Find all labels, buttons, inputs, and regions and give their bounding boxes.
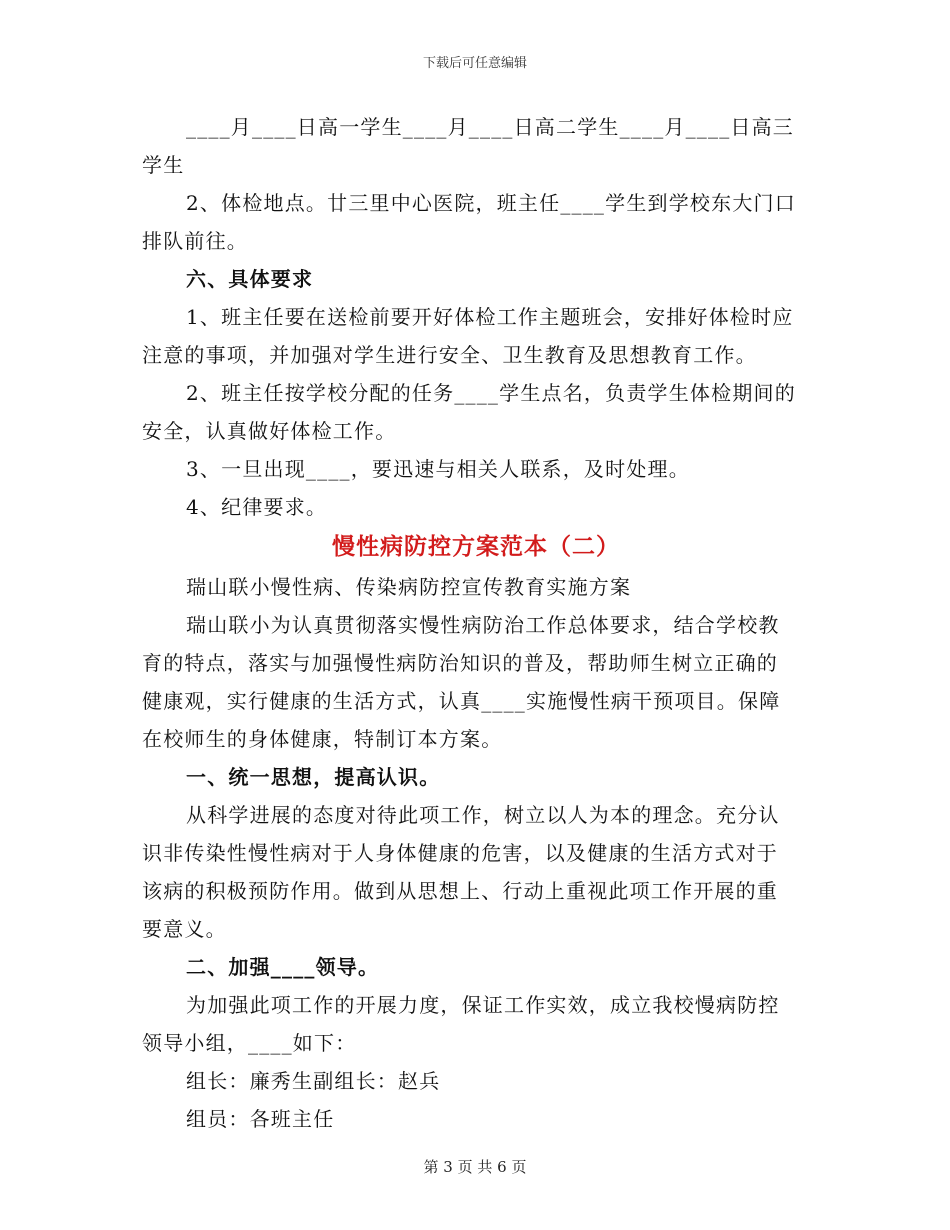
paragraph-line: 领导小组，____如下： bbox=[142, 1031, 357, 1055]
paragraph-line: 学生 bbox=[142, 153, 185, 177]
paragraph-line: 4、纪律要求。 bbox=[186, 495, 328, 519]
section-heading: 六、具体要求 bbox=[186, 267, 314, 291]
paragraph-line: 健康观，实行健康的生活方式，认真____实施慢性病干预项目。保障 bbox=[142, 689, 781, 713]
paragraph-line: 3、一旦出现____，要迅速与相关人联系，及时处理。 bbox=[186, 457, 690, 481]
paragraph-line: 组员：各班主任 bbox=[186, 1107, 335, 1131]
paragraph-line: 1、班主任要在送检前要开好体检工作主题班会，安排好体检时应 bbox=[186, 305, 794, 329]
page-footer: 第 3 页 共 6 页 bbox=[423, 1158, 527, 1176]
paragraph-line: 2、体检地点。廿三里中心医院，班主任____学生到学校东大门口 bbox=[186, 191, 796, 215]
paragraph-line: 识非传染性慢性病对于人身体健康的危害，以及健康的生活方式对于 bbox=[142, 841, 778, 865]
paragraph-line: 从科学进展的态度对待此项工作，树立以人为本的理念。充分认 bbox=[186, 803, 780, 827]
section-heading: 一、统一思想，提高认识。 bbox=[186, 765, 441, 789]
paragraph-line: 该病的积极预防作用。做到从思想上、行动上重视此项工作开展的重 bbox=[142, 879, 778, 903]
paragraph-line: 在校师生的身体健康，特制订本方案。 bbox=[142, 727, 503, 751]
paragraph-line: 要意义。 bbox=[142, 917, 227, 941]
paragraph-line: 瑞山联小为认真贯彻落实慢性病防治工作总体要求，结合学校教 bbox=[186, 613, 780, 637]
document-body bbox=[142, 108, 810, 1138]
paragraph-line: 注意的事项，并加强对学生进行安全、卫生教育及思想教育工作。 bbox=[142, 343, 757, 367]
paragraph-line: 2、班主任按学校分配的任务____学生点名，负责学生体检期间的 bbox=[186, 381, 796, 405]
paragraph-line: 排队前往。 bbox=[142, 229, 248, 253]
paragraph-line: 安全，认真做好体检工作。 bbox=[142, 419, 397, 443]
section-heading: 二、加强____领导。 bbox=[186, 955, 380, 979]
paragraph-line: 育的特点，落实与加强慢性病防治知识的普及，帮助师生树立正确的 bbox=[142, 651, 778, 675]
paragraph-line: ____月____日高一学生____月____日高二学生____月____日高三 bbox=[186, 115, 794, 139]
paragraph-line: 组长：廉秀生副组长：赵兵 bbox=[186, 1069, 441, 1093]
page-header: 下载后可任意编辑 bbox=[422, 56, 527, 71]
subtitle-line: 瑞山联小慢性病、传染病防控宣传教育实施方案 bbox=[186, 575, 632, 599]
paragraph-line: 为加强此项工作的开展力度，保证工作实效，成立我校慢病防控 bbox=[186, 993, 780, 1017]
document-title: 慢性病防控方案范本（二） bbox=[332, 533, 620, 560]
